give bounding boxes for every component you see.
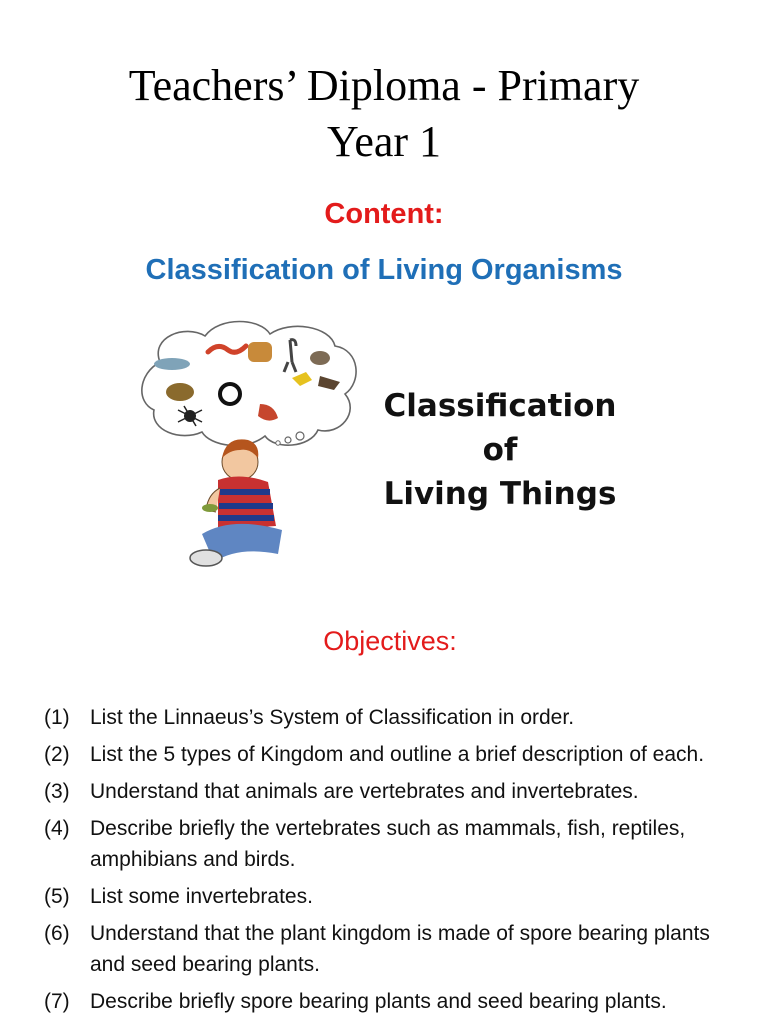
illustration-caption <box>360 384 640 516</box>
title-line-2: Year 1 <box>326 117 442 166</box>
item-number: (4) <box>44 817 70 840</box>
item-text: Describe briefly spore bearing plants and seed bearing plants. <box>90 990 667 1013</box>
thought-bubble <box>285 437 291 443</box>
cat-icon <box>310 351 330 365</box>
item-number: (6) <box>44 922 70 945</box>
list-item <box>44 881 744 912</box>
boy-figure <box>190 439 282 566</box>
caption-line: of <box>482 432 518 468</box>
item-text: Understand that the plant kingdom is made of spore bearing plants and seed bearing plants. <box>90 922 710 976</box>
objectives-list <box>44 702 744 1023</box>
list-item <box>44 986 744 1017</box>
item-text: List some invertebrates. <box>90 885 313 908</box>
list-item <box>44 918 744 980</box>
item-text: Understand that animals are vertebrates and invertebrates. <box>90 780 639 803</box>
panda-icon <box>220 384 240 404</box>
item-number: (2) <box>44 743 70 766</box>
boy-thinking-of-animals-illustration <box>130 312 370 580</box>
topic-subtitle: Classification of Living Organisms <box>145 254 623 286</box>
item-text: List the 5 types of Kingdom and outline a brief description of each. <box>90 743 705 766</box>
caption-line: Classification <box>383 388 617 424</box>
objectives-heading: Objectives: <box>323 626 457 656</box>
list-item <box>44 776 744 807</box>
list-item <box>44 739 744 770</box>
item-number: (7) <box>44 990 70 1013</box>
item-number: (1) <box>44 706 70 729</box>
title-line-1: Teachers’ Diploma - Primary <box>128 61 640 110</box>
page-title <box>0 58 768 170</box>
thought-bubble <box>276 441 280 445</box>
snake-icon <box>166 383 194 401</box>
list-item <box>44 813 744 875</box>
list-item <box>44 702 744 733</box>
item-text: Describe briefly the vertebrates such as mammals, fish, reptiles, amphibians and birds. <box>90 817 686 871</box>
caption-line: Living Things <box>383 476 617 512</box>
content-heading: Content: <box>324 198 444 230</box>
tiger-icon <box>248 342 272 362</box>
thought-bubble <box>296 432 304 440</box>
sneaker-icon <box>190 550 222 566</box>
dolphin-icon <box>154 358 190 370</box>
item-text: List the Linnaeus’s System of Classification in order. <box>90 706 575 729</box>
item-number: (5) <box>44 885 70 908</box>
item-number: (3) <box>44 780 70 803</box>
frog-in-hand-icon <box>202 504 218 512</box>
